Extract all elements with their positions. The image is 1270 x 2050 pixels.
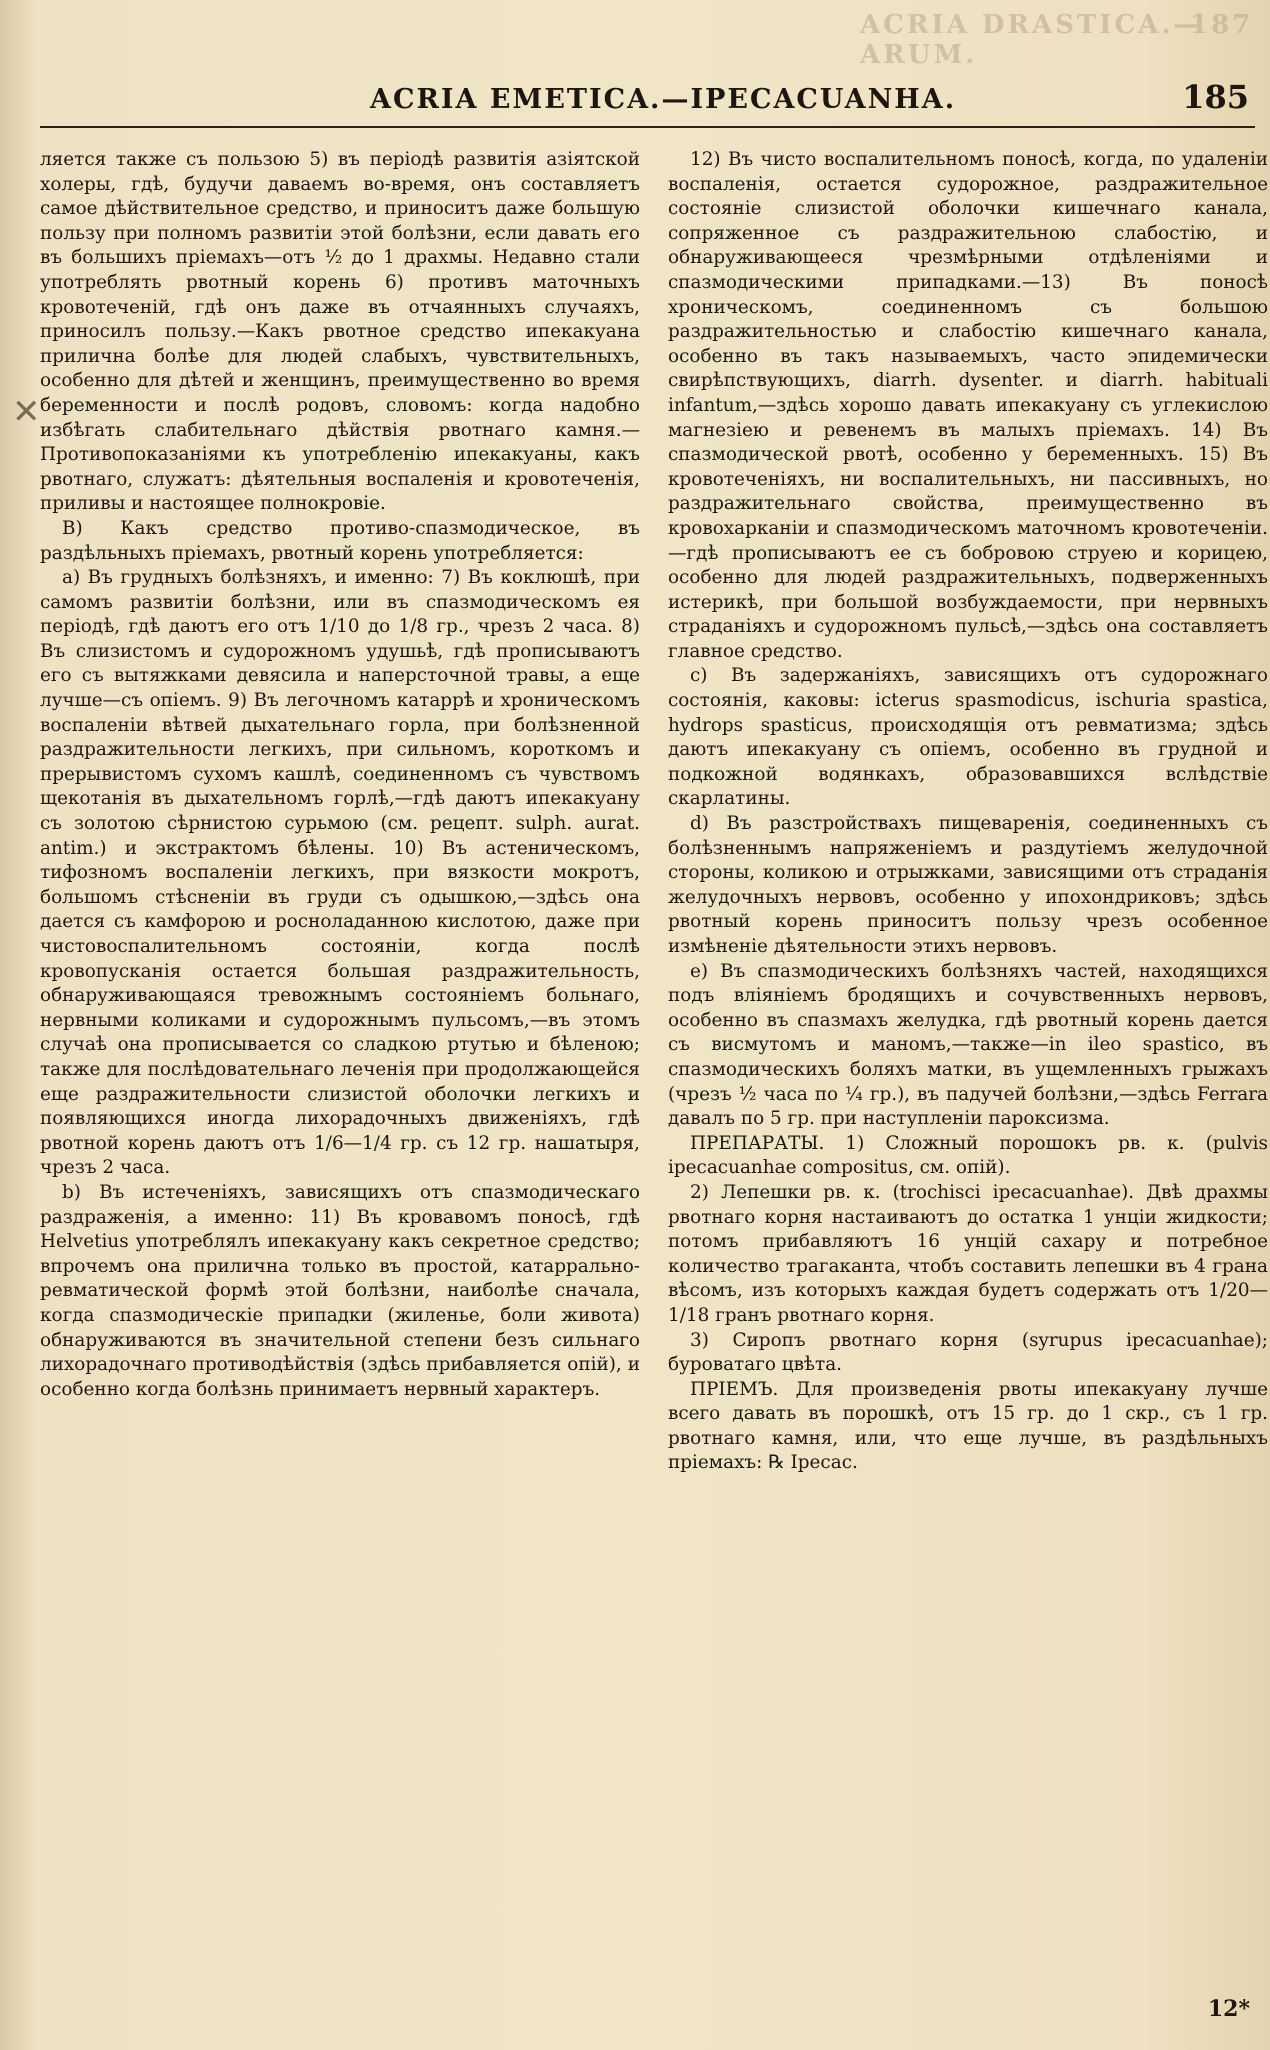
running-title: ACRIA EMETICA.—IPECACUANHA. xyxy=(370,84,957,115)
running-header xyxy=(40,78,1255,128)
left-column xyxy=(40,148,640,2008)
page-number: 185 xyxy=(1182,78,1249,116)
signature-mark: 12* xyxy=(1207,1996,1250,2022)
section-heading-dosage: ПРІЕМЪ. Для произведенія рвоты ипекакуану лучше всего давать въ порошкѣ, отъ 15 гр. до 1 скр., съ 1 гр. рвотнаго камня, или, что еще лучше, въ раздѣльныхъ пріемахъ: ℞ Ipecac. xyxy=(668,1378,1268,1474)
bleed-through-number: 187 xyxy=(1190,10,1254,40)
paragraph: 3) Сиропъ рвотнаго корня (syrupus ipecacuanhae); буроватаго цвѣта. xyxy=(668,1329,1268,1376)
right-column xyxy=(668,148,1268,2008)
paragraph: b) Въ истеченіяхъ, зависящихъ отъ спазмодическаго раздраженія, а именно: 11) Въ кровавомъ поносѣ, гдѣ Helvetius употреблялъ ипекакуану какъ секретное средство; впрочемъ она прилична только въ простой, катаррально-ревматической формѣ этой болѣзни, наиболѣе сначала, когда спазмодическіе припадки (жиленье, боли живота) обнаруживаются въ значительной степени безъ сильнаго лихорадочнаго противодѣйствія (здѣсь прибавляется опій), и особенно когда болѣзнь принимаетъ нервный характеръ. xyxy=(40,1181,640,1400)
section-heading-preparations: ПРЕПАРАТЫ. 1) Сложный порошокъ рв. к. (pulvis ipecacuanhae compositus, см. опій). xyxy=(668,1132,1268,1179)
paragraph: e) Въ спазмодическихъ болѣзняхъ частей, находящихся подъ вліяніемъ бродящихъ и сочувственныхъ нервовъ, особенно въ спазмахъ желудка, гдѣ рвотный корень дается съ висмутомъ и маномъ,—также—in ileo spastico, въ спазмодическихъ боляхъ матки, въ ущемленныхъ грыжахъ (чрезъ ½ часа по ¼ гр.), въ падучей болѣзни,—здѣсь Ferrara давалъ по 5 гр. при наступленіи пароксизма. xyxy=(668,960,1268,1130)
paragraph: 12) Въ чисто воспалительномъ поносѣ, когда, по удаленіи воспаленія, остается судорожное, раздражительное состояніе слизистой оболочки кишечнаго канала, сопряженное съ раздражительною слабостію, и обнаруживающееся чрезмѣрными отдѣленіями и спазмодическими припадками.—13) Въ поносѣ хроническомъ, соединенномъ съ большою раздражительностью и слабостію кишечнаго канала, особенно въ такъ называемыхъ, часто эпидемически свирѣпствующихъ, diarrh. dysenter. и diarrh. habituali infantum,—здѣсь хорошо давать ипекакуану съ углекислою магнезіею и ревенемъ въ малыхъ пріемахъ. 14) Въ спазмодической рвотѣ, особенно у беременныхъ. 15) Въ кровотеченіяхъ, ни воспалительныхъ, ни пассивныхъ, но раздражительнаго свойства, преимущественно въ кровохарканіи и спазмодическомъ маточномъ кровотеченіи.—гдѣ прописываютъ ее съ бобровою струею и корицею, особенно для людей раздражительныхъ, подверженныхъ истерикѣ, при большой возбуждаемости, при нервныхъ страданіяхъ и судорожномъ пульсѣ,—здѣсь она составляетъ главное средство. xyxy=(668,149,1268,662)
paragraph: d) Въ разстройствахъ пищеваренія, соединенныхъ съ болѣзненнымъ напряженіемъ и раздутіемъ желудочной стороны, коликою и отрыжками, зависящими отъ страданія желудочныхъ нервовъ, особенно у ипохондриковъ; здѣсь рвотный корень приноситъ пользу чрезъ особенное измѣненіе дѣятельности этихъ нервовъ. xyxy=(668,813,1268,957)
paragraph: c) Въ задержаніяхъ, зависящихъ отъ судорожнаго состоянія, каковы: icterus spasmodicus, ischuria spastica, hydrops spasticus, происходящія отъ ревматизма; здѣсь даютъ ипекакуану съ опіемъ, особенно въ грудной и подкожной водянкахъ, образовавшихся вслѣдствіе скарлатины. xyxy=(668,665,1268,810)
paragraph: ляется также съ пользою 5) въ періодѣ развитія азіятской холеры, гдѣ, будучи даваемъ во-время, онъ составляетъ самое дѣйствительное средство, и приноситъ даже большую пользу при полномъ развитіи этой болѣзни, если давать его въ большихъ пріемахъ—отъ ½ до 1 драхмы. Недавно стали употреблять рвотный корень 6) противъ маточныхъ кровотеченій, гдѣ онъ даже въ отчаянныхъ случаяхъ, приносилъ пользу.—Какъ рвотное средство ипекакуана прилична болѣе для людей слабыхъ, чувствительныхъ, особенно для дѣтей и женщинъ, преимущественно во время беременности и послѣ родовъ, словомъ: когда надобно избѣгать слабительнаго дѣйствія рвотнаго камня.—Противопоказаніями къ употребленію ипекакуаны, какъ рвотнаго, служатъ: дѣятельныя воспаленія и кровотеченія, приливы и настоящее полнокровіе. xyxy=(40,149,640,515)
bleed-through-title: ACRIA DRASTICA.—ARUM. xyxy=(860,10,1203,70)
paragraph: a) Въ грудныхъ болѣзняхъ, и именно: 7) Въ коклюшѣ, при самомъ развитіи болѣзни, или въ спазмодическомъ ея періодѣ, гдѣ даютъ его отъ 1/10 до 1/8 гр., чрезъ 2 часа. 8) Въ слизистомъ и судорожномъ удушьѣ, гдѣ прописываютъ его съ вытяжками девясила и наперсточной травы, а еще лучше—съ опіемъ. 9) Въ легочномъ катаррѣ и хроническомъ воспаленіи вѣтвей дыхательнаго горла, при болѣзненной раздражительности легкихъ, при сильномъ, короткомъ и прерывистомъ сухомъ кашлѣ, соединенномъ съ чувствомъ щекотанія въ дыхательномъ горлѣ,—гдѣ даютъ ипекакуану съ золотою сѣрнистою сурьмою (см. рецепт. sulph. aurat. antim.) и экстрактомъ бѣлены. 10) Въ астеническомъ, тифозномъ воспаленіи легкихъ, при вязкости мокротъ, большомъ стѣсненіи въ груди съ одышкою,—здѣсь она дается съ камфорою и росноладанною кислотою, даже при чистовоспалительномъ состояніи, когда послѣ кровопусканія остается большая раздражительность, обнаруживающаяся тревожнымъ состояніемъ больнаго, нервными коликами и судорожнымъ пульсомъ,—въ этомъ случаѣ она прописывается со сладкою ртутью и бѣленою; также для послѣдовательнаго леченія при продолжающейся еще раздражительности слизистой оболочки легкихъ и появляющихся иногда лихорадочныхъ движеніяхъ, гдѣ рвотной корень даютъ отъ 1/6—1/4 гр. съ 12 гр. нашатыря, чрезъ 2 часа. xyxy=(40,567,640,1179)
margin-pencil-mark-icon: ✕ xyxy=(12,392,41,432)
paragraph: B) Какъ средство противо-спазмодическое, въ раздѣльныхъ пріемахъ, рвотный корень употребляется: xyxy=(40,517,640,564)
bleed-through-header xyxy=(860,10,1260,70)
paragraph: 2) Лепешки рв. к. (trochisci ipecacuanhae). Двѣ драхмы рвотнаго корня настаиваютъ до остатка 1 унціи жидкости; потомъ прибавляютъ 16 унцій сахару и потребное количество трагаканта, чтобъ составить лепешки въ 4 грана вѣсомъ, изъ которыхъ каждая будетъ содержать отъ 1/20—1/18 гранъ рвотнаго корня. xyxy=(668,1181,1268,1326)
